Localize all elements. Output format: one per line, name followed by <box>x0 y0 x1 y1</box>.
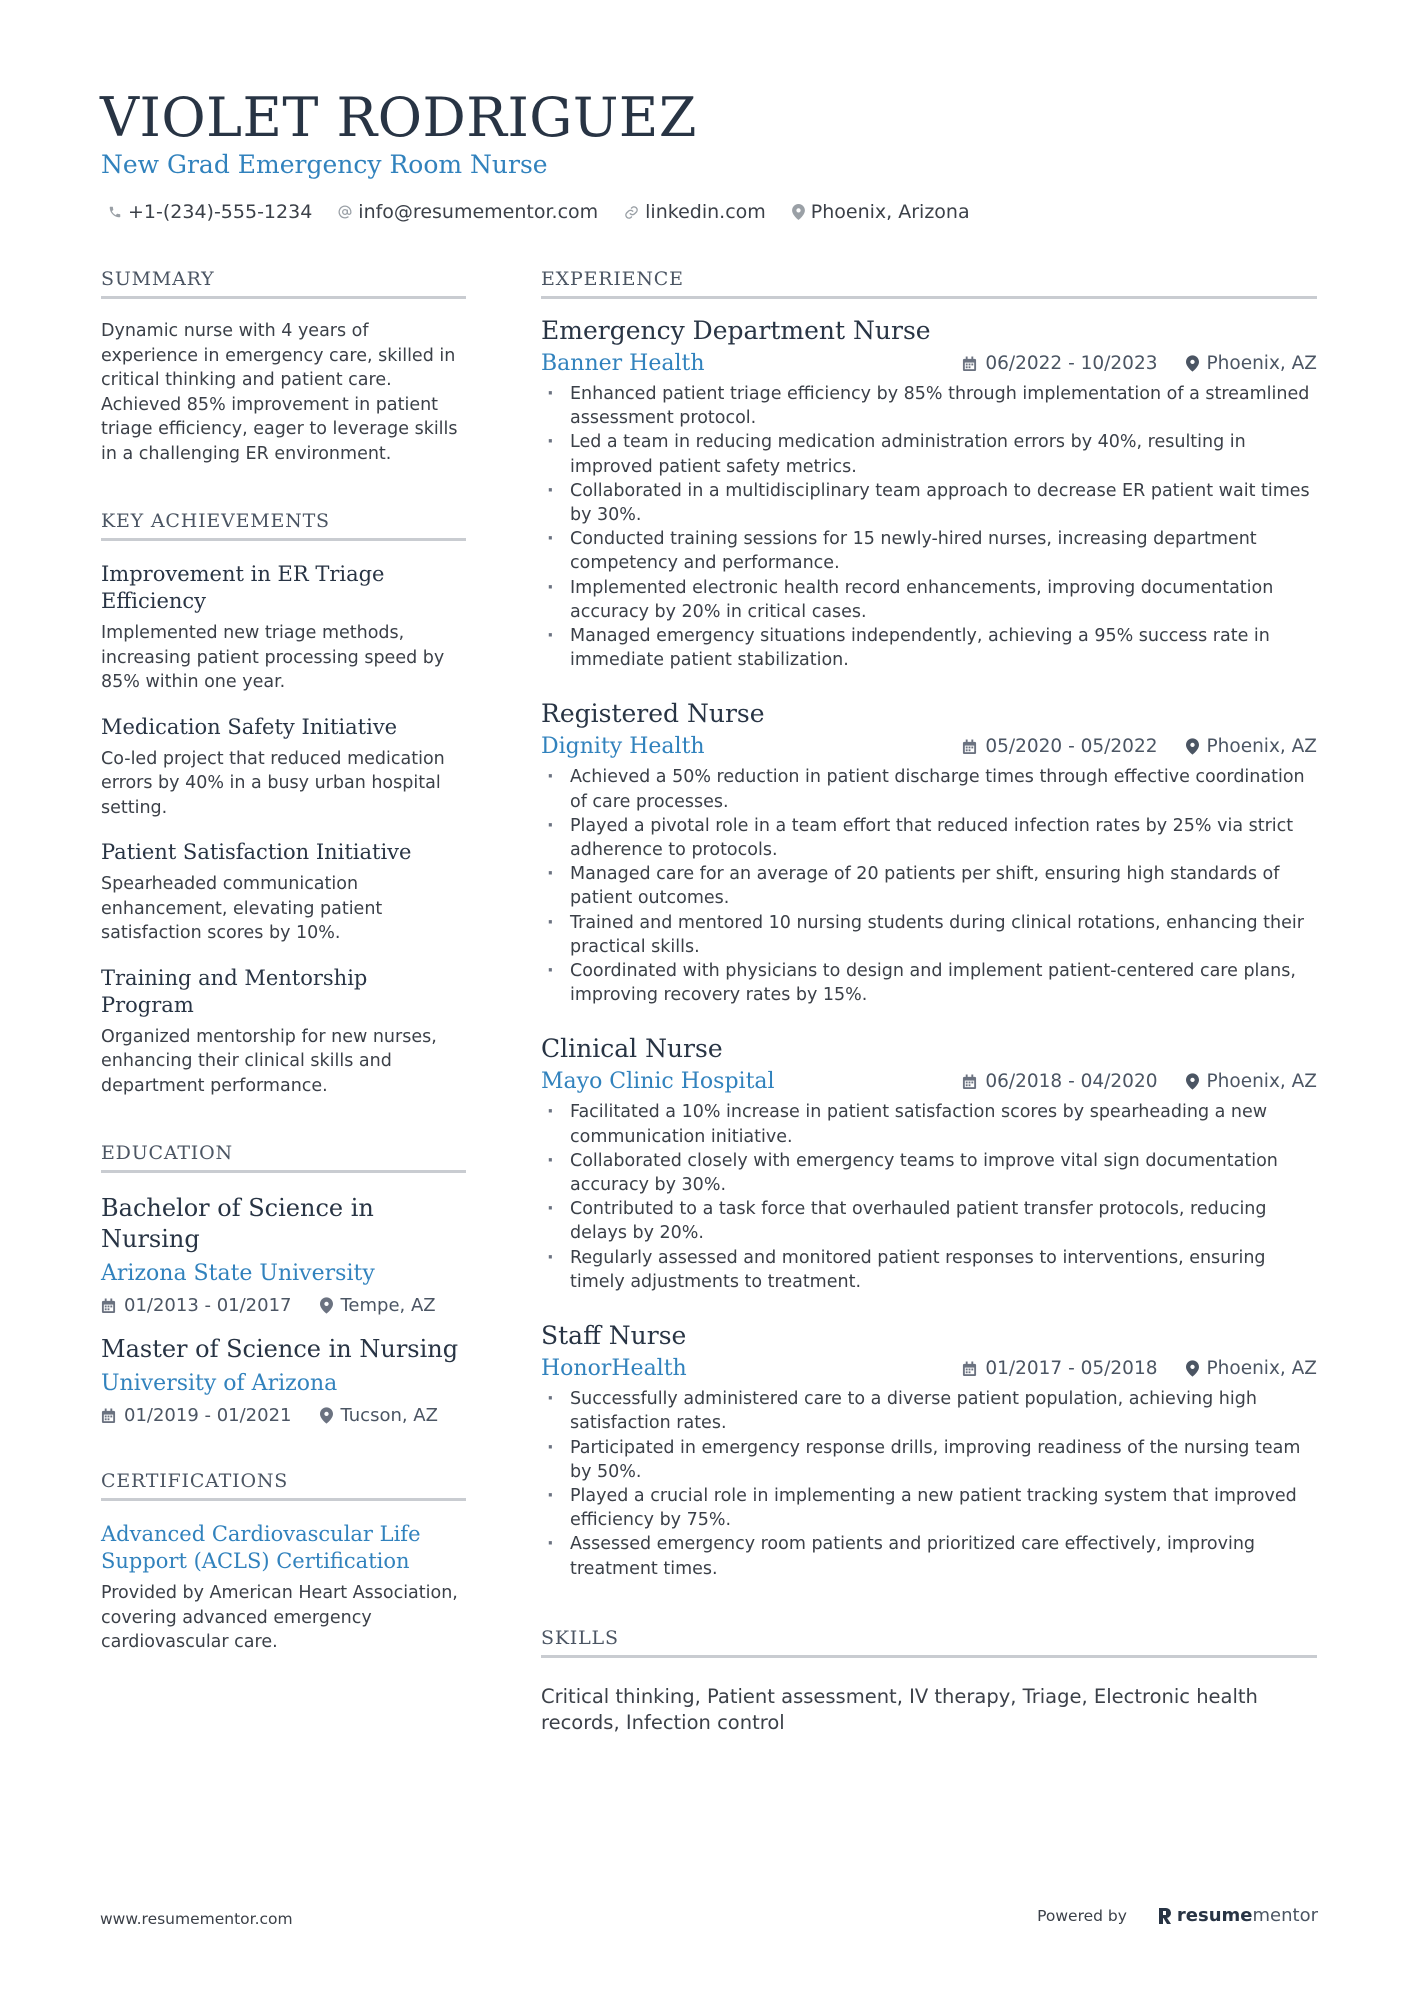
achievement-desc: Spearheaded communication enhancement, elevating patient satisfaction scores by 10%. <box>101 874 383 943</box>
calendar-icon <box>101 1408 116 1424</box>
phone-text: +1-(234)-555-1234 <box>128 201 313 223</box>
skills-text: Critical thinking, Patient assessment, IV therapy, Triage, Electronic health records, Infection control <box>541 1684 1258 1734</box>
education-heading: EDUCATION <box>101 1142 466 1173</box>
education-meta <box>101 1405 466 1426</box>
job-entry <box>541 315 1317 672</box>
job-company: Mayo Clinic Hospital <box>541 1069 775 1095</box>
job-location <box>1186 353 1318 374</box>
link-icon <box>624 205 639 220</box>
job-title: Clinical Nurse <box>541 1034 723 1064</box>
contact-linkedin <box>624 201 766 223</box>
job-bullet: · Regularly assessed and monitored patient responses to interventions, ensuring timely adjustments to treatment. <box>541 1246 1317 1294</box>
job-meta-row <box>541 734 1317 759</box>
job-meta <box>934 1358 1317 1379</box>
achievement-item <box>101 561 466 695</box>
job-meta-row <box>541 1356 1317 1381</box>
job-meta <box>934 1071 1317 1092</box>
location-text: Tempe, AZ <box>340 1295 436 1316</box>
education-degree: Bachelor of Science in Nursing <box>101 1194 374 1253</box>
brand-light: mentor <box>1252 1905 1318 1926</box>
right-column <box>541 268 1317 1736</box>
education-location <box>320 1295 436 1316</box>
location-text: Phoenix, AZ <box>1206 353 1317 374</box>
job-bullets <box>541 765 1317 1007</box>
location-text: Phoenix, AZ <box>1206 1071 1317 1093</box>
job-bullets <box>541 1387 1317 1581</box>
achievement-title: Patient Satisfaction Initiative <box>101 840 412 864</box>
summary-section <box>101 268 466 466</box>
education-school: University of Arizona <box>101 1371 338 1396</box>
job-bullet: · Implemented electronic health record enhancements, improving documentation accuracy by 20% in critical cases. <box>541 576 1317 624</box>
job-title: Staff Nurse <box>541 1321 687 1351</box>
job-bullet: · Participated in emergency response drills, improving readiness of the nursing team by 50%. <box>541 1436 1317 1484</box>
job-dates <box>962 1358 1157 1379</box>
location-text: Phoenix, AZ <box>1206 1358 1317 1380</box>
job-entry <box>541 1320 1317 1581</box>
calendar-icon <box>101 1298 116 1314</box>
job-bullet: · Coordinated with physicians to design and implement patient-centered care plans, improving recovery rates by 15%. <box>541 959 1317 1007</box>
job-bullet: · Achieved a 50% reduction in patient discharge times through effective coordination of care processes. <box>541 765 1317 813</box>
education-section <box>101 1142 466 1426</box>
location-text: Tucson, AZ <box>340 1405 438 1426</box>
job-location <box>1186 736 1318 757</box>
dates-text: 01/2013 - 01/2017 <box>124 1295 292 1316</box>
job-bullet: · Played a pivotal role in a team effort that reduced infection rates by 25% via strict adherence to protocols. <box>541 814 1317 862</box>
job-subtitle: New Grad Emergency Room Nurse <box>101 150 548 179</box>
job-company: Banner Health <box>541 351 705 376</box>
location-text: Phoenix, Arizona <box>810 201 970 223</box>
experience-heading: EXPERIENCE <box>541 268 1317 299</box>
education-item <box>101 1193 466 1316</box>
education-dates <box>101 1295 292 1316</box>
education-location <box>320 1405 438 1426</box>
education-item <box>101 1334 466 1426</box>
job-meta-row <box>541 351 1317 376</box>
job-title: Emergency Department Nurse <box>541 316 931 345</box>
location-text: Phoenix, AZ <box>1206 736 1317 758</box>
linkedin-text: linkedin.com <box>645 201 766 223</box>
job-company: HonorHealth <box>541 1356 687 1382</box>
job-dates <box>962 1071 1157 1092</box>
achievements-heading: KEY ACHIEVEMENTS <box>101 510 466 541</box>
job-bullet: · Collaborated closely with emergency teams to improve vital sign documentation accuracy by 30%. <box>541 1149 1317 1197</box>
candidate-name: VIOLET RODRIGUEZ <box>100 86 697 149</box>
job-entry <box>541 1033 1317 1294</box>
job-bullet: · Managed emergency situations independently, achieving a 95% success rate in immediate patient stabilization. <box>541 624 1317 672</box>
experience-section <box>541 268 1317 1581</box>
achievement-title: Training and Mentorship Program <box>101 965 368 1017</box>
map-pin-icon <box>320 1407 333 1424</box>
dates-text: 01/2019 - 01/2021 <box>124 1405 292 1426</box>
job-location <box>1186 1358 1318 1379</box>
job-bullet: · Trained and mentored 10 nursing students during clinical rotations, enhancing their practical skills. <box>541 911 1317 959</box>
email-text: info@resumementor.com <box>358 201 599 223</box>
contact-email <box>338 201 598 223</box>
map-pin-icon <box>792 204 805 220</box>
phone-icon <box>108 205 122 219</box>
job-location <box>1186 1071 1318 1092</box>
map-pin-icon <box>320 1297 333 1314</box>
job-bullet: · Successfully administered care to a diverse patient population, achieving high satisfaction rates. <box>541 1387 1317 1435</box>
map-pin-icon <box>1186 1360 1199 1377</box>
achievement-item <box>101 965 466 1099</box>
job-bullets <box>541 1100 1317 1294</box>
education-meta <box>101 1295 466 1316</box>
achievement-title: Medication Safety Initiative <box>101 714 398 739</box>
resumementor-logo-icon <box>1157 1906 1173 1926</box>
map-pin-icon <box>1186 1073 1199 1090</box>
footer-powered-by <box>1037 1905 1318 1926</box>
job-meta-row <box>541 1069 1317 1094</box>
job-bullet: · Conducted training sessions for 15 newly-hired nurses, increasing department competency and performance. <box>541 527 1317 575</box>
achievement-title: Improvement in ER Triage Efficiency <box>101 562 385 613</box>
education-dates <box>101 1405 292 1426</box>
job-bullet: · Played a crucial role in implementing a new patient tracking system that improved efficiency by 75%. <box>541 1484 1317 1532</box>
achievement-item <box>101 839 466 946</box>
achievement-desc: Organized mentorship for new nurses, enhancing their clinical skills and department performance. <box>101 1026 437 1096</box>
achievements-section <box>101 510 466 1098</box>
job-meta <box>934 353 1317 374</box>
summary-heading: SUMMARY <box>101 268 466 299</box>
job-bullet: · Contributed to a task force that overhauled patient transfer protocols, reducing delays by 20%. <box>541 1197 1317 1245</box>
contact-phone <box>108 201 312 223</box>
skills-section <box>541 1627 1317 1736</box>
job-bullet: · Facilitated a 10% increase in patient satisfaction scores by spearheading a new communication initiative. <box>541 1100 1317 1148</box>
calendar-icon <box>962 739 977 755</box>
at-icon <box>338 205 352 219</box>
job-bullets <box>541 382 1317 672</box>
education-school: Arizona State University <box>101 1261 375 1286</box>
calendar-icon <box>962 356 977 372</box>
certifications-heading: CERTIFICATIONS <box>101 1470 466 1501</box>
map-pin-icon <box>1186 355 1199 372</box>
dates-text: 06/2018 - 04/2020 <box>985 1071 1158 1093</box>
summary-text: Dynamic nurse with 4 years of experience in emergency care, skilled in critical thinking and patient care. Achieved 85% improvement in patient triage efficiency, eager to leverage skills in a challenging ER environment. <box>101 321 458 464</box>
map-pin-icon <box>1186 738 1199 755</box>
dates-text: 01/2017 - 05/2018 <box>985 1358 1158 1380</box>
achievement-item <box>101 714 466 821</box>
certification-item <box>101 1521 466 1655</box>
education-degree: Master of Science in Nursing <box>101 1335 459 1363</box>
skills-heading: SKILLS <box>541 1627 1317 1658</box>
job-bullet: · Managed care for an average of 20 patients per shift, ensuring high standards of patient outcomes. <box>541 862 1317 910</box>
calendar-icon <box>962 1074 977 1090</box>
certifications-section <box>101 1470 466 1655</box>
job-bullet: · Assessed emergency room patients and prioritized care effectively, improving treatment times. <box>541 1532 1317 1580</box>
job-bullet: · Led a team in reducing medication administration errors by 40%, resulting in improved patient safety metrics. <box>541 430 1317 478</box>
job-dates <box>962 736 1157 757</box>
brand-logo[interactable] <box>1157 1905 1318 1926</box>
job-company: Dignity Health <box>541 734 705 760</box>
powered-by-label: Powered by <box>1037 1906 1127 1925</box>
achievement-desc: Implemented new triage methods, increasing patient processing speed by 85% within one year. <box>101 623 445 692</box>
job-dates <box>962 353 1157 374</box>
certification-desc: Provided by American Heart Association, covering advanced emergency cardiovascular care. <box>101 1583 458 1652</box>
job-title: Registered Nurse <box>541 699 765 729</box>
job-bullet: · Collaborated in a multidisciplinary team approach to decrease ER patient wait times by 30%. <box>541 479 1317 527</box>
footer-url[interactable]: www.resumementor.com <box>100 1910 293 1928</box>
job-entry <box>541 698 1317 1007</box>
brand-bold: resume <box>1176 1905 1253 1926</box>
certification-title: Advanced Cardiovascular Life Support (ACLS) Certification <box>101 1522 421 1573</box>
dates-text: 06/2022 - 10/2023 <box>985 353 1158 374</box>
dates-text: 05/2020 - 05/2022 <box>985 736 1158 758</box>
calendar-icon <box>962 1361 977 1377</box>
achievement-desc: Co-led project that reduced medication errors by 40% in a busy urban hospital setting. <box>101 748 445 818</box>
left-column <box>101 268 466 1655</box>
contact-bar <box>108 201 996 223</box>
job-list <box>541 315 1317 1581</box>
job-meta <box>934 736 1317 757</box>
job-bullet: · Enhanced patient triage efficiency by 85% through implementation of a streamlined assessment protocol. <box>541 382 1317 430</box>
contact-location <box>792 201 970 223</box>
